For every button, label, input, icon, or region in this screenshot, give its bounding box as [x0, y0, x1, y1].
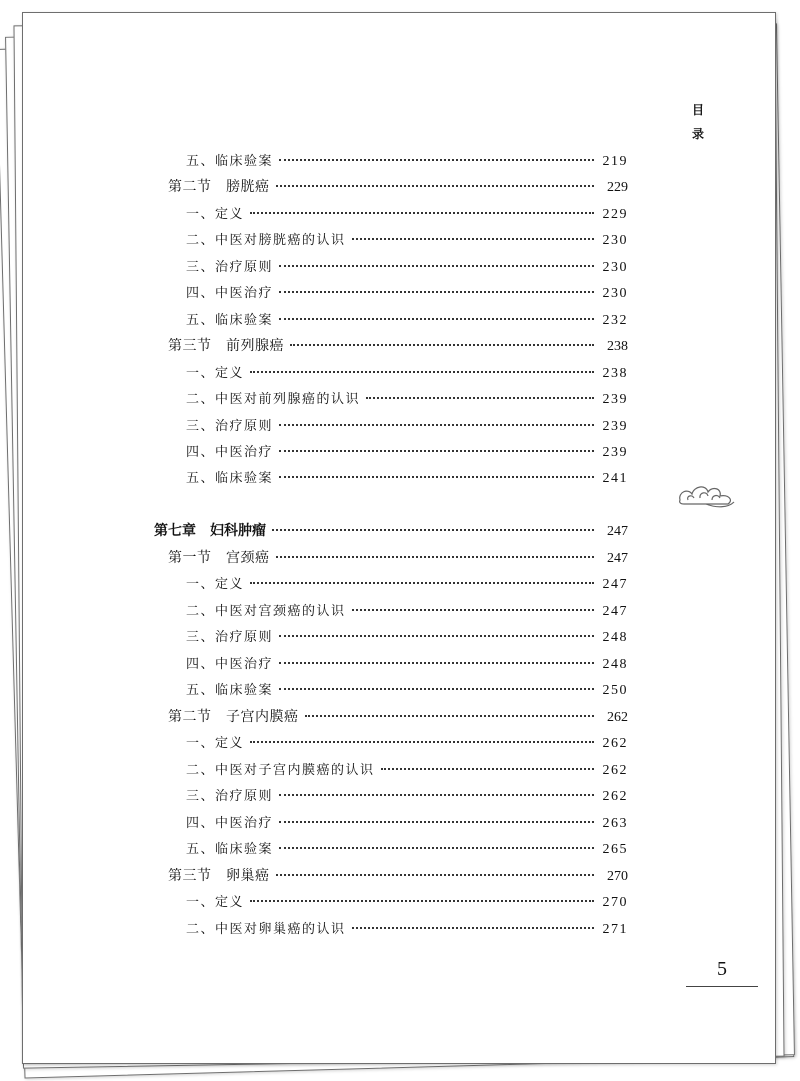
dot-leader: [279, 847, 594, 849]
toc-entry-page: 247: [607, 524, 628, 539]
toc-entry-page: 230: [602, 286, 628, 301]
dot-leader: [381, 768, 594, 770]
toc-entry-title: 五、临床验案: [186, 471, 274, 486]
dot-leader: [352, 238, 594, 240]
toc-entry-title: 三、治疗原则: [186, 260, 274, 275]
toc-entry-title: 二、中医对宫颈癌的认识: [186, 604, 346, 619]
dot-leader: [279, 159, 594, 161]
toc-entry-title: 第二节 子宫内膜癌: [168, 709, 299, 725]
toc-item: [0, 891, 800, 913]
toc-entry-title: 四、中医治疗: [186, 286, 274, 301]
toc-item: [0, 679, 800, 701]
toc-item: [0, 732, 800, 754]
toc-entry-page: 230: [602, 233, 628, 248]
toc-item: [0, 812, 800, 834]
toc-entry-page: 230: [602, 260, 628, 275]
toc-entry-title: 四、中医治疗: [186, 816, 274, 831]
page-number-rule: [686, 986, 758, 987]
running-head: 目 录: [691, 103, 704, 141]
toc-entry-page: 262: [602, 789, 628, 804]
dot-leader: [279, 291, 594, 293]
toc-entry-title: 五、临床验案: [186, 842, 274, 857]
toc-chapter: [0, 520, 800, 542]
dot-leader: [279, 688, 594, 690]
toc-section: [0, 547, 800, 569]
toc-entry-title: 三、治疗原则: [186, 789, 274, 804]
dot-leader: [272, 529, 594, 531]
toc-entry-page: 265: [602, 842, 628, 857]
dot-leader: [250, 900, 594, 902]
toc-item: [0, 415, 800, 437]
toc-item: [0, 759, 800, 781]
toc-entry-page: 248: [602, 657, 628, 672]
dot-leader: [279, 635, 594, 637]
dot-leader: [279, 476, 594, 478]
toc-entry-page: 250: [602, 683, 628, 698]
toc-section: [0, 335, 800, 357]
toc-entry-page: 229: [602, 207, 628, 222]
toc-entry-page: 238: [602, 366, 628, 381]
toc-entry-page: 247: [602, 577, 628, 592]
toc-entry-page: 248: [602, 630, 628, 645]
toc-entry-title: 五、临床验案: [186, 313, 274, 328]
dot-leader: [279, 794, 594, 796]
toc-entry-page: 262: [607, 710, 628, 725]
toc-entry-title: 二、中医对卵巢癌的认识: [186, 922, 346, 937]
toc-entry-page: 232: [602, 313, 628, 328]
toc-item: [0, 441, 800, 463]
toc-entry-page: 238: [607, 339, 628, 354]
toc-section: [0, 176, 800, 198]
toc-entry-title: 二、中医对子宫内膜癌的认识: [186, 763, 375, 778]
toc-item: [0, 838, 800, 860]
toc-item: [0, 229, 800, 251]
toc-item: [0, 653, 800, 675]
toc-entry-page: 247: [607, 551, 628, 566]
toc-entry-page: 262: [602, 736, 628, 751]
dot-leader: [279, 450, 594, 452]
dot-leader: [352, 927, 594, 929]
dot-leader: [279, 424, 594, 426]
dot-leader: [276, 185, 595, 187]
toc-entry-page: 229: [607, 180, 628, 195]
toc-entry-title: 第二节 膀胱癌: [168, 179, 270, 195]
toc-section: [0, 706, 800, 728]
dot-leader: [276, 874, 595, 876]
toc-item: [0, 362, 800, 384]
toc-entry-title: 三、治疗原则: [186, 419, 274, 434]
dot-leader: [276, 556, 595, 558]
toc-item: [0, 467, 800, 489]
toc-section: [0, 865, 800, 887]
page-number: 5: [717, 958, 727, 980]
toc-item: [0, 150, 800, 172]
dot-leader: [279, 265, 594, 267]
toc-entry-title: 一、定义: [186, 366, 245, 381]
dot-leader: [250, 582, 594, 584]
dot-leader: [279, 821, 594, 823]
toc-entry-page: 270: [602, 895, 628, 910]
toc-entry-title: 第七章 妇科肿瘤: [154, 523, 266, 539]
toc-item: [0, 573, 800, 595]
toc-entry-page: 247: [602, 604, 628, 619]
dot-leader: [305, 715, 595, 717]
toc-entry-title: 一、定义: [186, 207, 245, 222]
toc-item: [0, 309, 800, 331]
toc-entry-page: 263: [602, 816, 628, 831]
toc-entry-title: 第三节 前列腺癌: [168, 338, 284, 354]
dot-leader: [279, 318, 594, 320]
toc-entry-title: 第三节 卵巢癌: [168, 868, 270, 884]
dot-leader: [352, 609, 594, 611]
toc-entry-title: 五、临床验案: [186, 154, 274, 169]
toc-item: [0, 785, 800, 807]
dot-leader: [366, 397, 594, 399]
toc-entry-title: 一、定义: [186, 736, 245, 751]
toc-entry-page: 271: [602, 922, 628, 937]
toc-item: [0, 626, 800, 648]
toc-item: [0, 282, 800, 304]
toc-entry-page: 262: [602, 763, 628, 778]
dot-leader: [250, 741, 594, 743]
toc-entry-title: 二、中医对前列腺癌的认识: [186, 392, 361, 407]
dot-leader: [290, 344, 594, 346]
toc-entry-title: 五、临床验案: [186, 683, 274, 698]
toc-entry-page: 239: [602, 392, 628, 407]
toc-entry-title: 一、定义: [186, 895, 245, 910]
dot-leader: [250, 371, 594, 373]
toc-entry-page: 241: [602, 471, 628, 486]
toc-entry-title: 四、中医治疗: [186, 657, 274, 672]
toc-entry-page: 239: [602, 445, 628, 460]
toc-entry-page: 219: [602, 154, 628, 169]
toc-entry-title: 一、定义: [186, 577, 245, 592]
toc-item: [0, 600, 800, 622]
toc-entry-title: 三、治疗原则: [186, 630, 274, 645]
toc-entry-page: 270: [607, 869, 628, 884]
toc-entry-title: 二、中医对膀胱癌的认识: [186, 233, 346, 248]
toc-item: [0, 388, 800, 410]
toc-entry-page: 239: [602, 419, 628, 434]
dot-leader: [250, 212, 594, 214]
toc-item: [0, 256, 800, 278]
toc-entry-title: 第一节 宫颈癌: [168, 550, 270, 566]
dot-leader: [279, 662, 594, 664]
toc-item: [0, 203, 800, 225]
toc-item: [0, 918, 800, 940]
toc-entry-title: 四、中医治疗: [186, 445, 274, 460]
